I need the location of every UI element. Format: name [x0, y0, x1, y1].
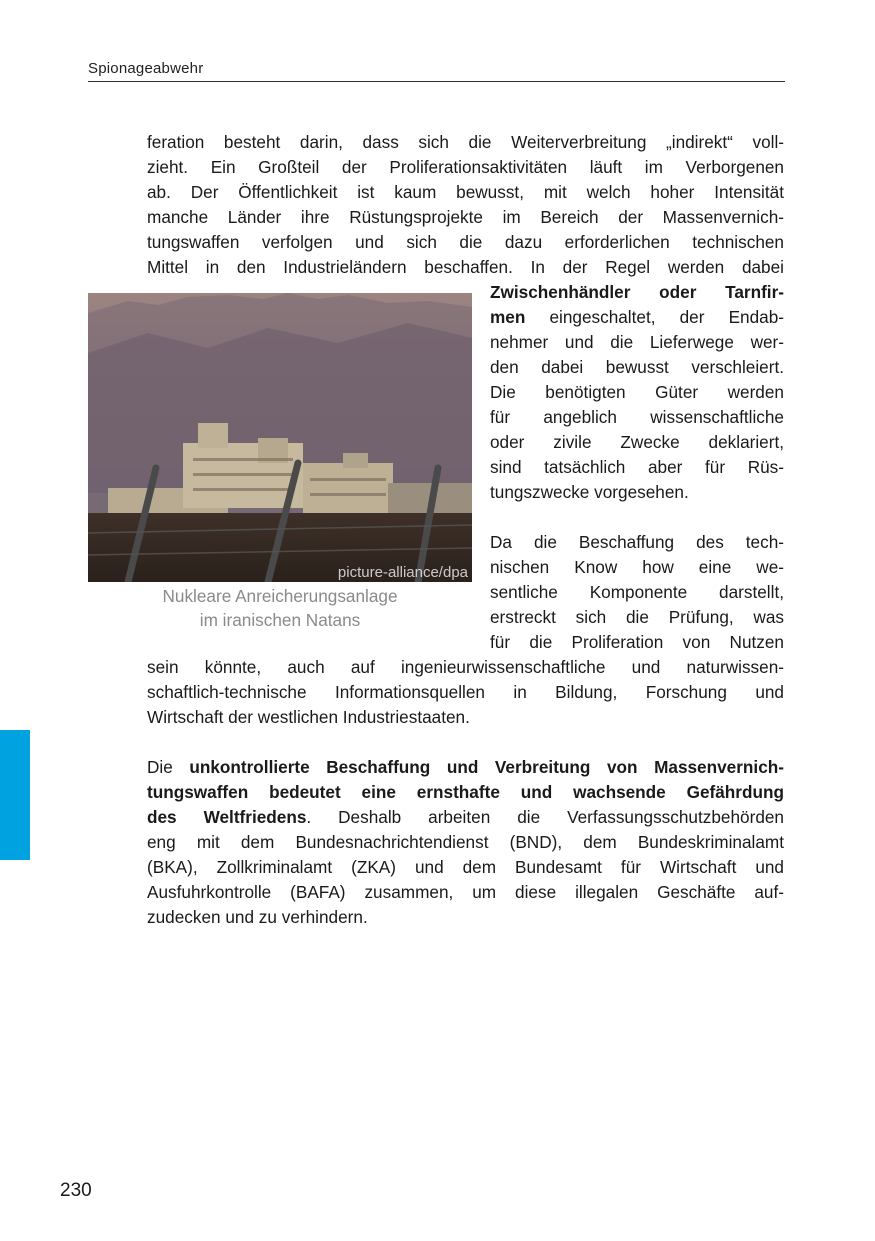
- text-line: [490, 280, 784, 305]
- text-line: [147, 805, 784, 830]
- text-run: . Deshalb arbeiten die Verfassungsschutzbehörden: [306, 807, 784, 827]
- paragraph-1-wide: [147, 130, 784, 280]
- bold-text: des Weltfriedens: [147, 807, 307, 827]
- natanz-facility-photo: [88, 293, 472, 582]
- page-number: 230: [60, 1180, 92, 1201]
- text-line: zieht. Ein Großteil der Proliferationsaktivitäten läuft im Verborgenen: [147, 157, 784, 177]
- text-line: [147, 780, 784, 805]
- running-head: Spionageabwehr: [88, 60, 204, 77]
- text-line: Mittel in den Industrieländern beschaffen. In der Regel werden dabei: [147, 257, 784, 277]
- text-line: nehmer und die Lieferwege wer-: [490, 332, 784, 352]
- text-line: Wirtschaft der westlichen Industriestaaten.: [147, 707, 470, 727]
- text-run: eingeschaltet, der Endab-: [525, 307, 784, 327]
- text-line: [490, 305, 784, 330]
- paragraph-2-wide: [147, 655, 784, 730]
- bold-text: unkontrollierte Beschaffung und Verbreitung von Massenvernich-: [189, 757, 784, 777]
- text-line: Da die Beschaffung des tech-: [490, 532, 784, 552]
- photo-watermark: picture-alliance/dpa: [337, 564, 468, 581]
- text-line: schaftlich-technische Informationsquellen in Bildung, Forschung und: [147, 682, 784, 702]
- text-line: tungswaffen verfolgen und sich die dazu erforderlichen technischen: [147, 232, 784, 252]
- text-line: sentliche Komponente darstellt,: [490, 582, 784, 602]
- text-line: ab. Der Öffentlichkeit ist kaum bewusst, mit welch hoher Intensität: [147, 182, 784, 202]
- text-line: nischen Know how eine we-: [490, 557, 784, 577]
- text-line: für die Proliferation von Nutzen: [490, 632, 784, 652]
- text-run: Die: [147, 757, 190, 777]
- bold-text: men: [490, 307, 526, 327]
- paragraph-2-narrow: [490, 530, 784, 655]
- paragraph-3: [147, 755, 784, 930]
- text-line: sind tatsächlich aber für Rüs-: [490, 457, 784, 477]
- bold-text: Zwischenhändler oder Tarnfir-: [490, 282, 784, 302]
- text-line: sein könnte, auch auf ingenieurwissenschaftliche und naturwissen-: [147, 657, 784, 677]
- bold-text: tungswaffen bedeutet eine ernsthafte und wachsende Gefährdung: [147, 782, 784, 802]
- paragraph-1-narrow: [490, 280, 784, 505]
- text-line: für angeblich wissenschaftliche: [490, 407, 784, 427]
- text-line: den dabei bewusst verschleiert.: [490, 357, 784, 377]
- header-rule: [88, 81, 785, 82]
- text-line: erstreckt sich die Prüfung, was: [490, 607, 784, 627]
- text-line: [147, 755, 784, 780]
- photo-caption: [88, 584, 472, 632]
- text-line: Ausfuhrkontrolle (BAFA) zusammen, um diese illegalen Geschäfte auf-: [147, 882, 784, 902]
- text-line: oder zivile Zwecke deklariert,: [490, 432, 784, 452]
- chapter-tab-marker: [0, 730, 30, 860]
- text-line: feration besteht darin, dass sich die Weiterverbreitung „indirekt“ voll-: [147, 132, 784, 152]
- caption-line: im iranischen Natans: [199, 610, 361, 630]
- text-line: Die benötigten Güter werden: [490, 382, 784, 402]
- text-line: eng mit dem Bundesnachrichtendienst (BND), dem Bundeskriminalamt: [147, 832, 784, 852]
- text-line: manche Länder ihre Rüstungsprojekte im Bereich der Massenvernich-: [147, 207, 784, 227]
- text-line: (BKA), Zollkriminalamt (ZKA) und dem Bundesamt für Wirtschaft und: [147, 857, 784, 877]
- text-line: zudecken und zu verhindern.: [147, 907, 368, 927]
- caption-line: Nukleare Anreicherungsanlage: [162, 586, 398, 606]
- text-line: tungszwecke vorgesehen.: [490, 482, 689, 502]
